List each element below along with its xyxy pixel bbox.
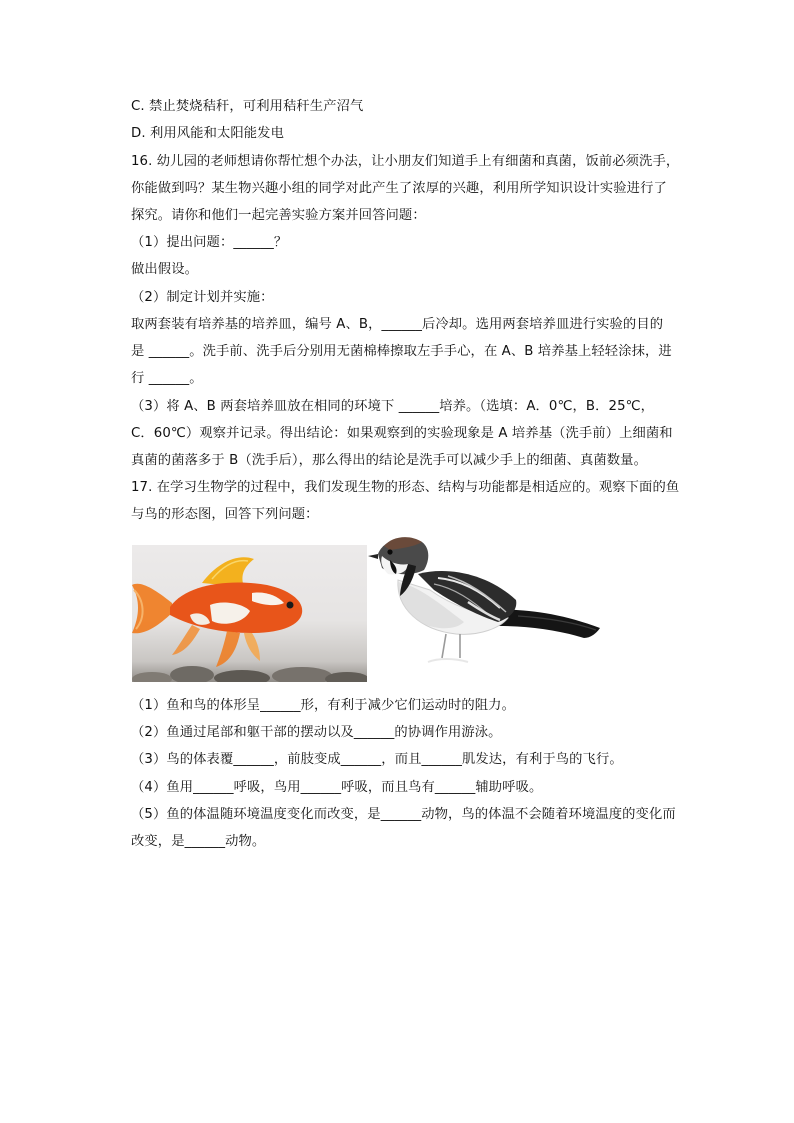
sparrow-image xyxy=(368,530,604,672)
q17-part-4: （4）鱼用______呼吸，鸟用______呼吸，而且鸟有______辅助呼吸。 xyxy=(131,780,543,795)
question-16-line-2: 你能做到吗？某生物兴趣小组的同学对此产生了浓厚的兴趣，利用所学知识设计实验进行了 xyxy=(131,181,667,196)
q17-part-3: （3）鸟的体表覆______，前肢变成______，而且______肌发达，有利于鸟的飞行。 xyxy=(131,752,623,767)
question-16-line-1: 16. 幼儿园的老师想请你帮忙想个办法，让小朋友们知道手上有细菌和真菌，饭前必须洗手， xyxy=(131,154,680,169)
q16-part-2-line-2: 是 ______。洗手前、洗手后分别用无菌棉棒擦取左手手心，在 A、B 培养基上轻轻涂抹，进 xyxy=(131,344,672,359)
q17-part-2: （2）鱼通过尾部和躯干部的摆动以及______的协调作用游泳。 xyxy=(131,725,502,740)
q16-part-2-line-3: 行 ______。 xyxy=(131,371,203,386)
question-16-line-3: 探究。请你和他们一起完善实验方案并回答问题： xyxy=(131,208,426,223)
option-c: C. 禁止焚烧秸秆，可利用秸秆生产沼气 xyxy=(131,99,364,114)
q16-part-3-line-1: （3）将 A、B 两套培养皿放在相同的环境下 ______培养。（选填：A．0℃，B．25℃， xyxy=(131,399,655,414)
q17-part-5-line-1: （5）鱼的体温随环境温度变化而改变，是______动物，鸟的体温不会随着环境温度的变化而 xyxy=(131,807,676,822)
question-17-line-2: 与鸟的形态图，回答下列问题： xyxy=(131,507,319,522)
q16-part-2-line-1: 取两套装有培养基的培养皿，编号 A、B，______后冷却。选用两套培养皿进行实验的目的 xyxy=(131,317,664,332)
q16-part-1: （1）提出问题：______？ xyxy=(131,235,288,250)
question-17-line-1: 17. 在学习生物学的过程中，我们发现生物的形态、结构与功能都是相适应的。观察下面的鱼 xyxy=(131,480,680,495)
q16-part-3-line-2: C．60℃）观察并记录。得出结论：如果观察到的实验现象是 A 培养基（洗手前）上细菌和 xyxy=(131,426,673,441)
q16-hypothesis: 做出假设。 xyxy=(131,262,198,277)
q16-part-2: （2）制定计划并实施： xyxy=(131,290,274,305)
q17-part-1: （1）鱼和鸟的体形呈______形，有利于减少它们运动时的阻力。 xyxy=(131,698,515,713)
q17-part-5-line-2: 改变，是______动物。 xyxy=(131,834,266,849)
goldfish-image xyxy=(132,545,367,682)
option-d: D. 利用风能和太阳能发电 xyxy=(131,126,284,141)
q16-part-3-line-3: 真菌的菌落多于 B（洗手后），那么得出的结论是洗手可以减少手上的细菌、真菌数量。 xyxy=(131,453,647,468)
